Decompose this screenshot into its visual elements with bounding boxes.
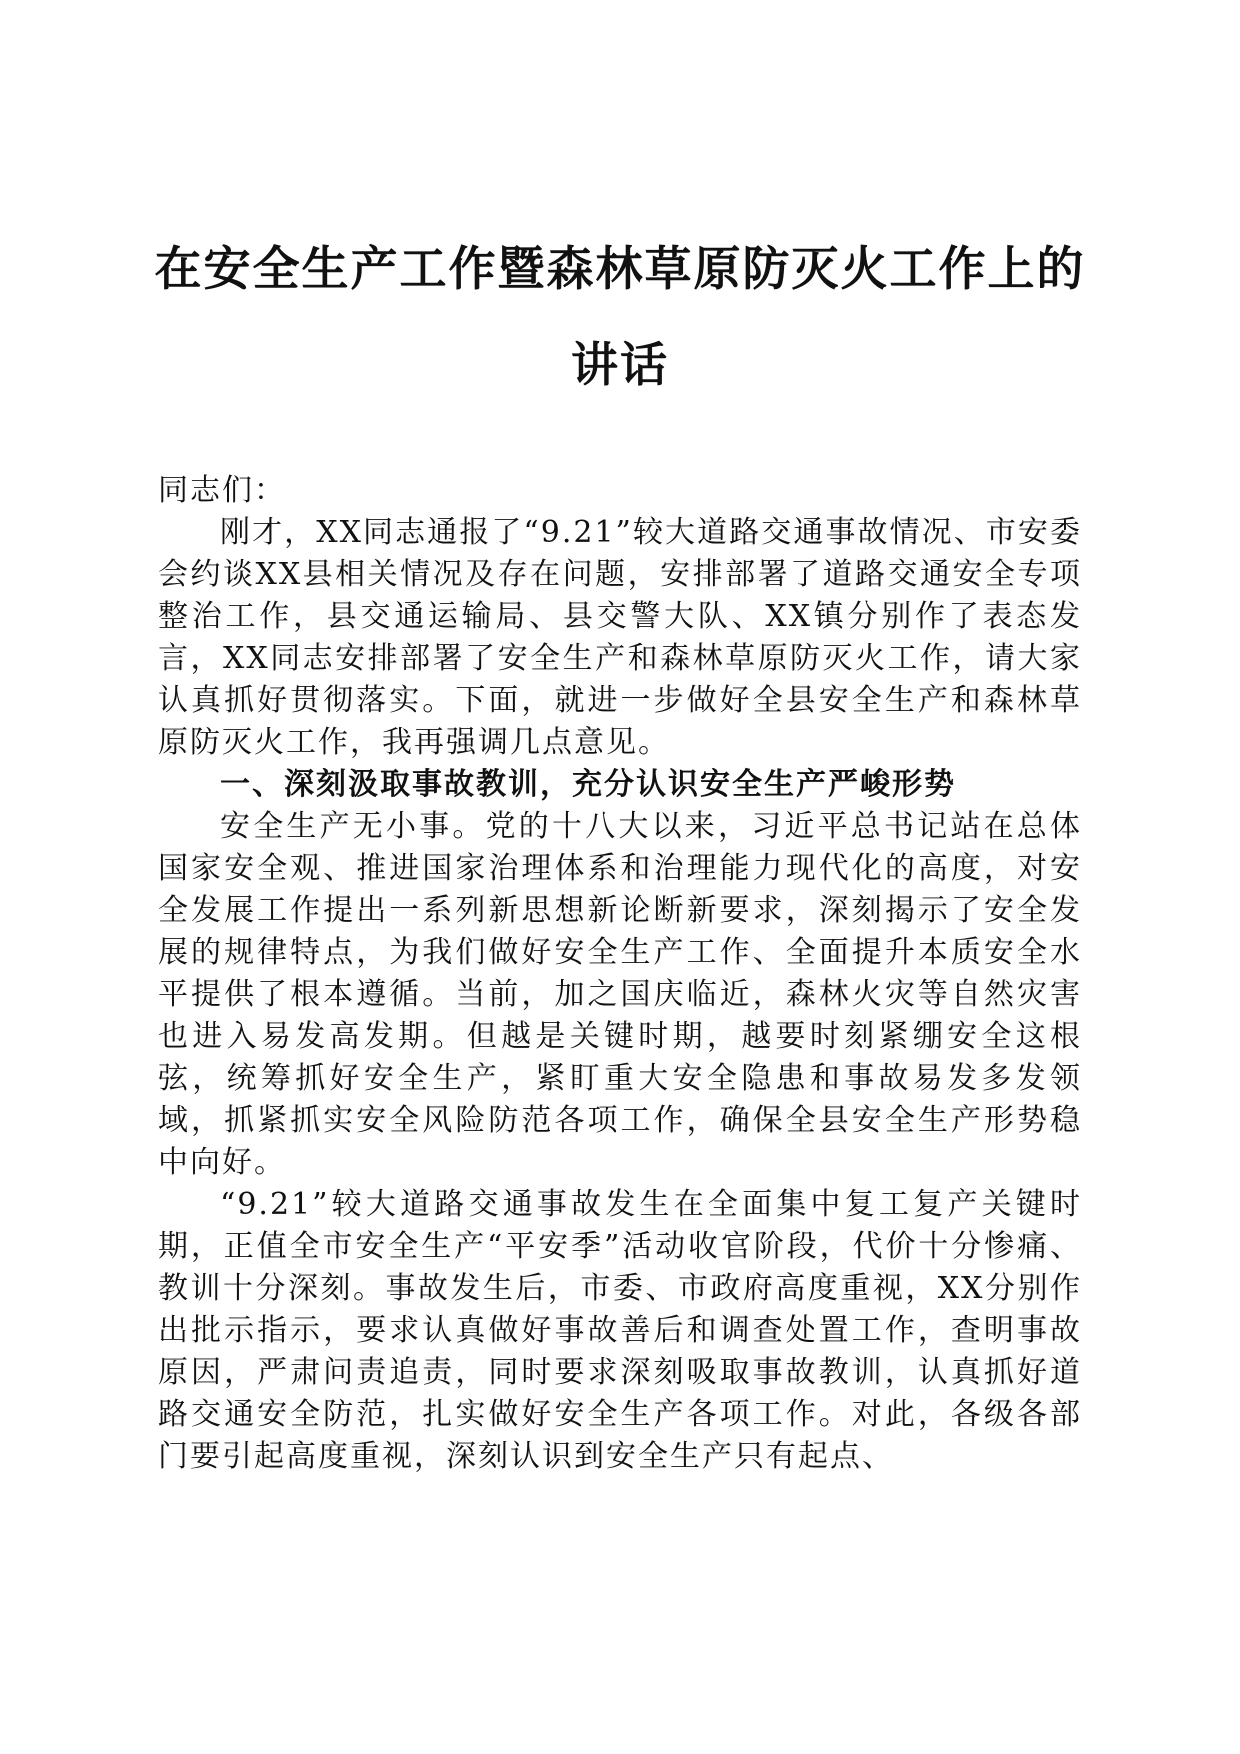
section-heading-1: 一、深刻汲取事故教训，充分认识安全生产严峻形势 <box>220 767 956 802</box>
salutation: 同志们： <box>158 473 286 508</box>
paragraph-opening: 刚才，XX同志通报了“9.21”较大道路交通事故情况、市安委会约谈XX县相关情况及存在问题，安排部署了道路交通安全专项整治工作，县交通运输局、县交警大队、XX镇分别作了表态发言，XX同志安排部署了安全生产和森林草原防灭火工作，请大家认真抓好贯彻落实。下面，就进一步做好全县安全生产和森林草原防灭火工作，我再强调几点意见。 <box>158 515 1082 760</box>
paragraph-accident-921: “9.21”较大道路交通事故发生在全面集中复工复产关键时期，正值全市安全生产“平安季”活动收官阶段，代价十分惨痛、教训十分深刻。事故发生后，市委、市政府高度重视，XX分别作出批示指示，要求认真做好事故善后和调查处置工作，查明事故原因，严肃问责追责，同时要求深刻吸取事故教训，认真抓好道路交通安全防范，扎实做好安全生产各项工作。对此，各级各部门要引起高度重视，深刻认识到安全生产只有起点、 <box>158 1187 1082 1474</box>
document-title: 在安全生产工作暨森林草原防灭火工作上的讲话 <box>154 242 1086 393</box>
paragraph-safety-no-small-matter: 安全生产无小事。党的十八大以来，习近平总书记站在总体国家安全观、推进国家治理体系和治理能力现代化的高度，对安全发展工作提出一系列新思想新论断新要求，深刻揭示了安全发展的规律特点，为我们做好安全生产工作、全面提升本质安全水平提供了根本遵循。当前，加之国庆临近，森林火灾等自然灾害也进入易发高发期。但越是关键时期，越要时刻紧绷安全这根弦，统筹抓好安全生产，紧盯重大安全隐患和事故易发多发领域，抓紧抓实安全风险防范各项工作，确保全县安全生产形势稳中向好。 <box>158 809 1082 1180</box>
document-body <box>158 470 1082 1478</box>
